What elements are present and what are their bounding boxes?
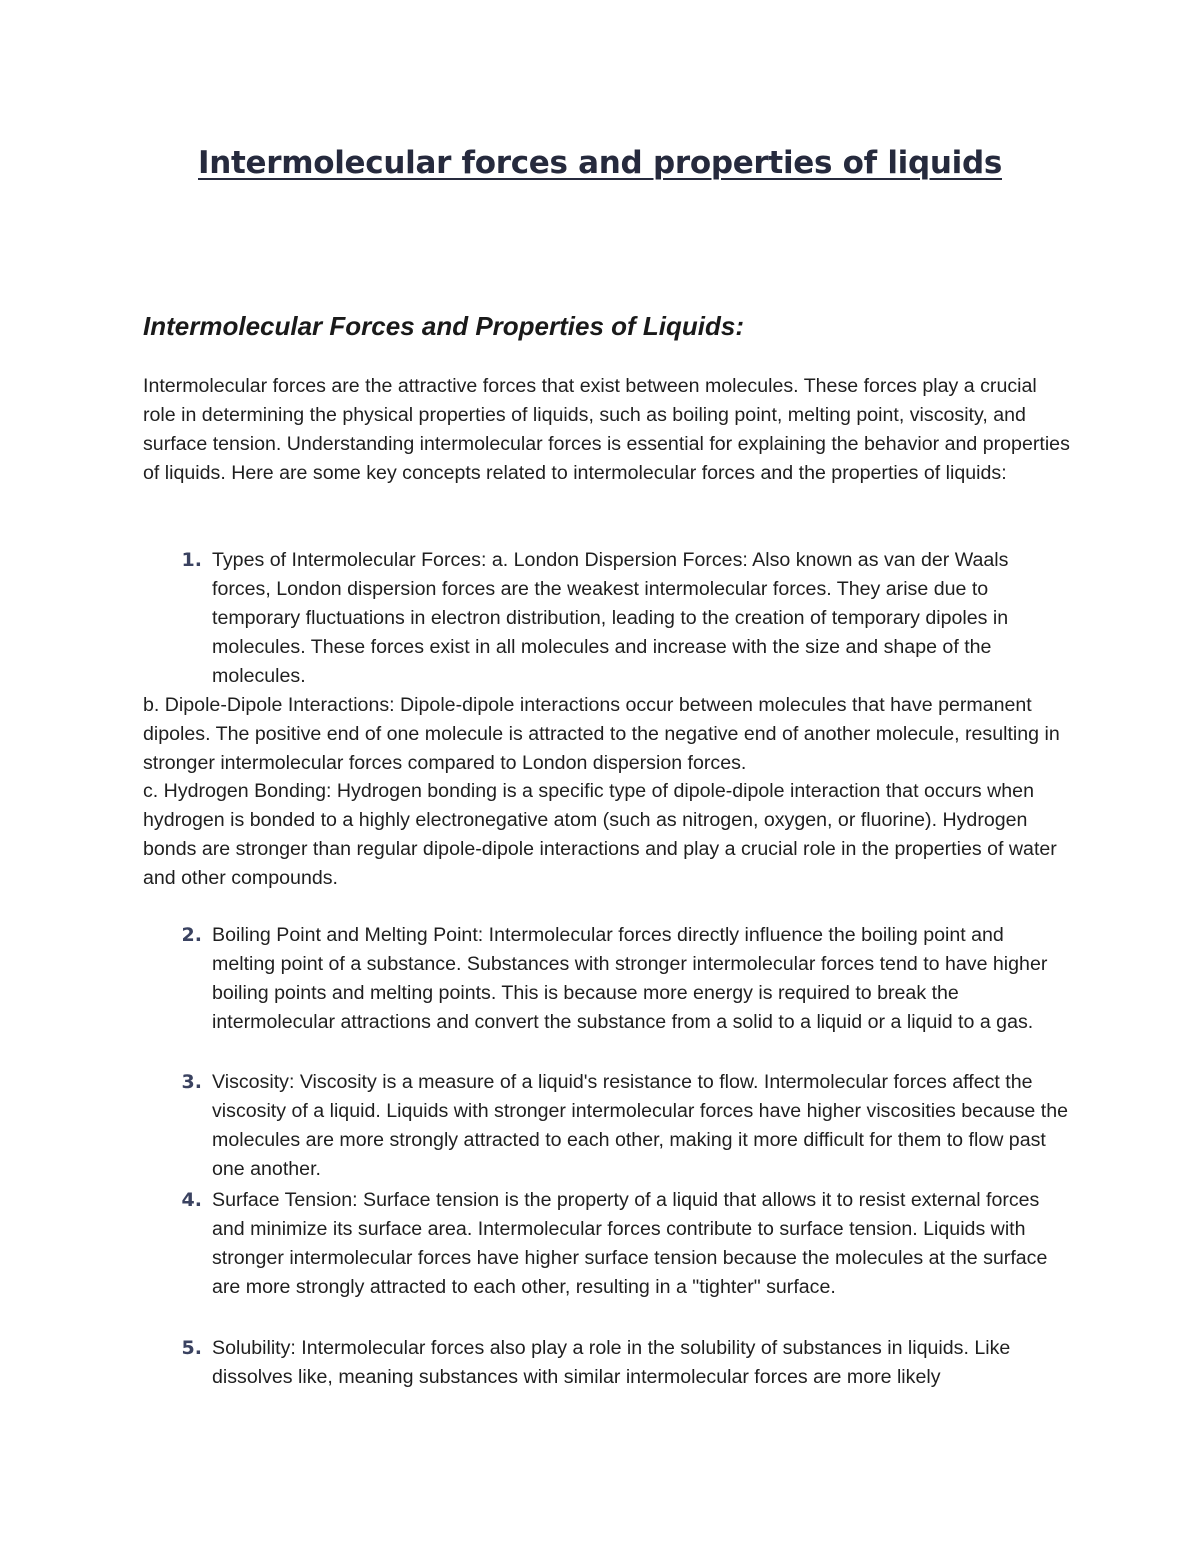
list-item-5 [181, 1334, 1072, 1392]
list-item-text: Types of Intermolecular Forces: a. London Dispersion Forces: Also known as van der Waals forces, London dispersion forces are the weakest intermolecular forces. They arise due to temporary fluctuations in electron distribution, leading to the creation of temporary dipoles in molecules. These forces exist in all molecules and increase with the size and shape of the molecules. [212, 549, 1009, 687]
list-item-3 [181, 1068, 1072, 1184]
list-item-text: Solubility: Intermolecular forces also play a role in the solubility of substances in liquids. Like dissolves like, meaning substances with similar intermolecular forces are more likely [212, 1337, 1011, 1388]
list-item-text: Surface Tension: Surface tension is the property of a liquid that allows it to resist external forces and minimize its surface area. Intermolecular forces contribute to surface tension. Liquids with stronger intermolecular forces have higher surface tension because the molecules at the surface are more strongly attracted to each other, resulting in a "tighter" surface. [212, 1189, 1048, 1298]
list-item-4 [181, 1186, 1072, 1302]
page-title: Intermolecular forces and properties of liquids [198, 145, 1002, 181]
intro-paragraph: Intermolecular forces are the attractive forces that exist between molecules. These forces play a crucial role in determining the physical properties of liquids, such as boiling point, melting point, viscosity, and surface tension. Understanding intermolecular forces is essential for explaining the behavior and properties of liquids. Here are some key concepts related to intermolecular forces and the properties of liquids: [143, 375, 1070, 484]
list-item-text: Boiling Point and Melting Point: Intermolecular forces directly influence the boiling point and melting point of a substance. Substances with stronger intermolecular forces tend to have higher boiling points and melting points. This is because more energy is required to break the intermolecular attractions and convert the substance from a solid to a liquid or a liquid to a gas. [212, 924, 1048, 1033]
list-item-2 [181, 921, 1072, 1037]
list-number: 1. [181, 549, 202, 571]
list-number: 4. [181, 1189, 202, 1211]
sub-paragraph-hydrogen-bonding: c. Hydrogen Bonding: Hydrogen bonding is a specific type of dipole-dipole interaction that occurs when hydrogen is bonded to a highly electronegative atom (such as nitrogen, oxygen, or fluorine). Hydrogen bonds are stronger than regular dipole-dipole interactions and play a crucial role in the properties of water and other compounds. [143, 780, 1057, 889]
list-number: 2. [181, 924, 202, 946]
list-item-text: Viscosity: Viscosity is a measure of a liquid's resistance to flow. Intermolecular forces affect the viscosity of a liquid. Liquids with stronger intermolecular forces have higher viscosities because the molecules are more strongly attracted to each other, making it more difficult for them to flow past one another. [212, 1071, 1069, 1180]
sub-paragraph-dipole-dipole: b. Dipole-Dipole Interactions: Dipole-dipole interactions occur between molecules that have permanent dipoles. The positive end of one molecule is attracted to the negative end of another molecule, resulting in stronger intermolecular forces compared to London dispersion forces. [143, 694, 1060, 774]
list-number: 3. [181, 1071, 202, 1093]
section-heading: Intermolecular Forces and Properties of Liquids: [143, 311, 745, 341]
list-item-1 [181, 546, 1072, 691]
list-number: 5. [181, 1337, 202, 1359]
